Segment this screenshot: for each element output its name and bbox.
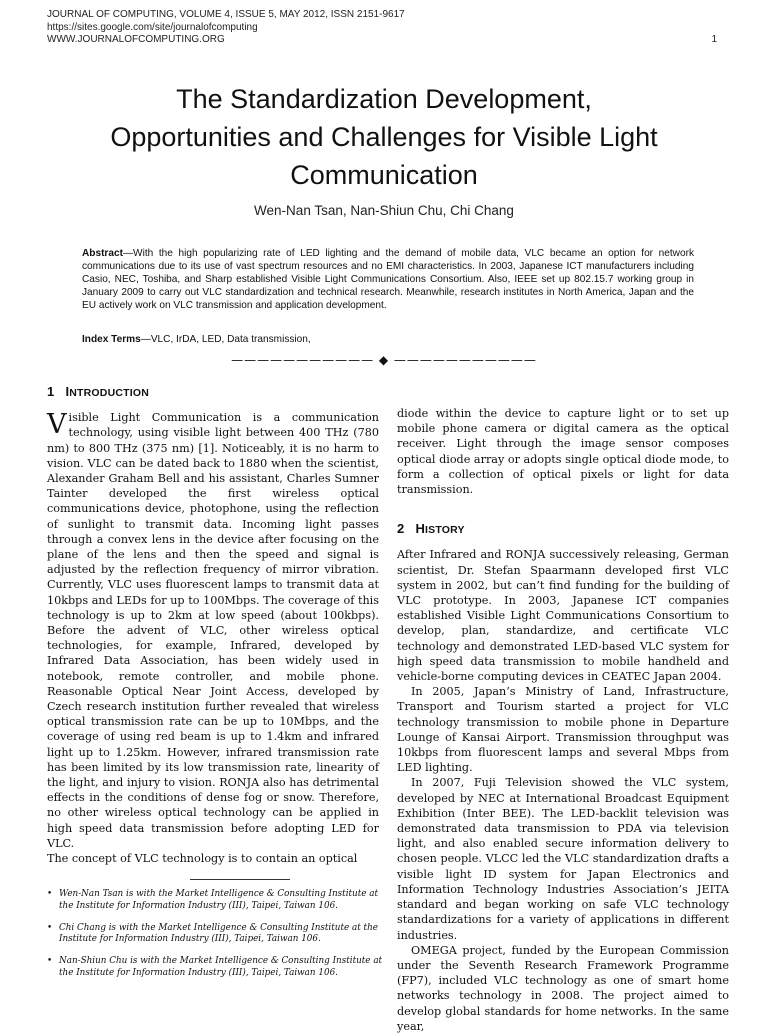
bullet-icon: •: [47, 956, 53, 967]
history-paragraph-4: OMEGA project, funded by the European Commission under the Seventh Research Framework Programme (FP7), included VLC technology as one of smart home networks technology in 2008. The project aimed to develop global standards for home networks. In the same year,: [397, 943, 729, 1033]
abstract-text: —With the high popularizing rate of LED lighting and the demand of mobile data, VLC became an option for network communications due to its use of vast spectrum resources and no EMI characteristics. In 2003, Japanese ICT manufacturers including Casio, NEC, Toshiba, and Sharp established Visible Light Communications Consortium. Also, IEEE set up 802.15.7 working group in January 2009 to carry out VLC standardization and technical research. Meanwhile, research institutes in North America, Japan and the EU actively work on VLC transmission and application development.: [82, 248, 694, 311]
section-heading-history: [397, 521, 729, 538]
left-column: [47, 384, 379, 866]
footnote: [47, 923, 387, 947]
title-line: Opportunities and Challenges for Visible Light: [110, 122, 658, 152]
title-line: The Standardization Development,: [176, 84, 592, 114]
journal-header: [47, 9, 727, 47]
index-terms-text: —VLC, IrDA, LED, Data transmission,: [140, 334, 311, 345]
section-title-rest: ISTORY: [425, 524, 465, 537]
section-heading-introduction: [47, 384, 379, 401]
intro-paragraph-2-continued: diode within the device to capture light or to set up mobile phone camera or digital camera as the optical receiver. Light through the image sensor composes optical diode array or adopts single optical diode mode, to form a collection of optical pixels or light for data transmission.: [397, 407, 729, 497]
section-title-first: H: [415, 521, 426, 537]
journal-url: https://sites.google.com/site/journalofcomputing: [47, 21, 258, 33]
footnote-text: Chi Chang is with the Market Intelligence & Consulting Institute at the Institute for Information Industry (III), Taipei, Taiwan 106.: [59, 922, 378, 945]
section-title-rest: NTRODUCTION: [69, 387, 150, 399]
paper-title: [40, 80, 728, 194]
bullet-icon: •: [47, 922, 53, 933]
journal-site: WWW.JOURNALOFCOMPUTING.ORG: [47, 34, 225, 45]
intro-paragraph-1-text: isible Light Communication is a communication technology, using visible light between 400 THz (780 nm) to 800 THz (375 nm) [1]. Noticeably, it is no harm to vision. VLC can be dated back to 1880 when the scientist, Alexander Graham Bell and his assistant, Charles Sumner Tainter developed the first wireless optical communications device, photophone, using the reflection of sunlight to transmit data. Incoming light passes through a convex lens in the device after focusing on the plane of the lens and then the speed and signal is adjusted by the reflection frequency of mirror vibration. Currently, VLC uses fluorescent lamps to transmit data at 10kbps and LEDs for up to 100Mbps. The coverage of this technology is up to 2km at low speed (about 100kbps). Before the advent of VLC, other wireless optical technologies, for example, Infrared, developed by Infrared Data Association, has been widely used in notebook, remote controller, and mobile phone. Reasonable Optical Near Joint Access, developed by Czech research institution further revealed that wireless optical transmission rate can be up to 10Mbps, and the coverage of using red beam is up to 1.4km and infrared light up to 1.25km. However, infrared transmission rate has been limited by its low transmission rate, linearity of the light, and injury to vision. RONJA also has detrimental effects in the conditions of dense fog or snow. Therefore, no other wireless optical technology can be applied in high speed data transmission before adopting LED for VLC.: [47, 411, 379, 850]
footnote-rule: [190, 879, 290, 880]
title-line: Communication: [290, 160, 478, 190]
history-paragraph-3: In 2007, Fuji Television showed the VLC system, developed by NEC at International Broadcast Equipment Exhibition (Inter BEE). The LED-backlit television was demonstrated data transmission to PDA via television light, and also enabled secure information delivery to chosen people. VLCC led the VLC standardization drafts a visible light ID system for Japan Electronics and Information Technology Industries Association’s JEITA standard and began working on safe VLC technology standardizations for a variety of applications in different industries.: [397, 776, 729, 942]
history-paragraph-1: After Infrared and RONJA successively releasing, German scientist, Dr. Stefan Spaarmann developed first VLC system in 2002, but can’t find funding for the building of VLC prototype. In 2003, Japanese ICT companies established Visible Light Communications Consortium to develop, plan, standardize, and certificate VLC technology and demonstrated LED-based VLC system for high speed data transmission to mobile handheld and vehicle-borne computing devices in CEATEC Japan 2004.: [397, 548, 729, 684]
bullet-icon: •: [47, 889, 53, 899]
intro-paragraph-1: [47, 410, 379, 851]
section-number: 1: [47, 384, 55, 399]
journal-line: JOURNAL OF COMPUTING, VOLUME 4, ISSUE 5, MAY 2012, ISSN 2151-9617: [47, 9, 405, 20]
footnote-text: Nan-Shiun Chu is with the Market Intelligence & Consulting Institute at the Institute for Information Industry (III), Taipei, Taiwan 106.: [59, 956, 383, 978]
footnote-text: Wen-Nan Tsan is with the Market Intelligence & Consulting Institute at the Institute for Information Industry (III), Taipei, Taiwan 106.: [59, 889, 379, 911]
intro-paragraph-2: The concept of VLC technology is to contain an optical: [47, 852, 358, 866]
index-terms-label: Index Terms: [82, 334, 141, 345]
section-number: 2: [397, 521, 405, 537]
abstract-label: Abstract: [82, 248, 123, 259]
abstract: [82, 247, 694, 312]
page-number: 1: [711, 34, 717, 45]
section-title-first: I: [65, 384, 70, 399]
history-paragraph-2: In 2005, Japan’s Ministry of Land, Infrastructure, Transport and Tourism started a project for VLC technology transmission to mobile phone in Departure Lounge of Kansai Airport. Transmission throughput was 10kbps from fluorescent lamps and several Mbps from LED lighting.: [397, 685, 729, 775]
section-divider: ——————————— ◆ ———————————: [231, 353, 537, 367]
footnote: [47, 889, 387, 913]
index-terms: [82, 334, 694, 345]
right-column: [397, 406, 729, 1034]
paper-authors: Wen-Nan Tsan, Nan-Shiun Chu, Chi Chang: [254, 203, 514, 218]
section-gap: [397, 497, 729, 521]
footnote: [47, 956, 387, 980]
footnotes: [47, 889, 387, 990]
drop-cap: V: [47, 409, 67, 441]
